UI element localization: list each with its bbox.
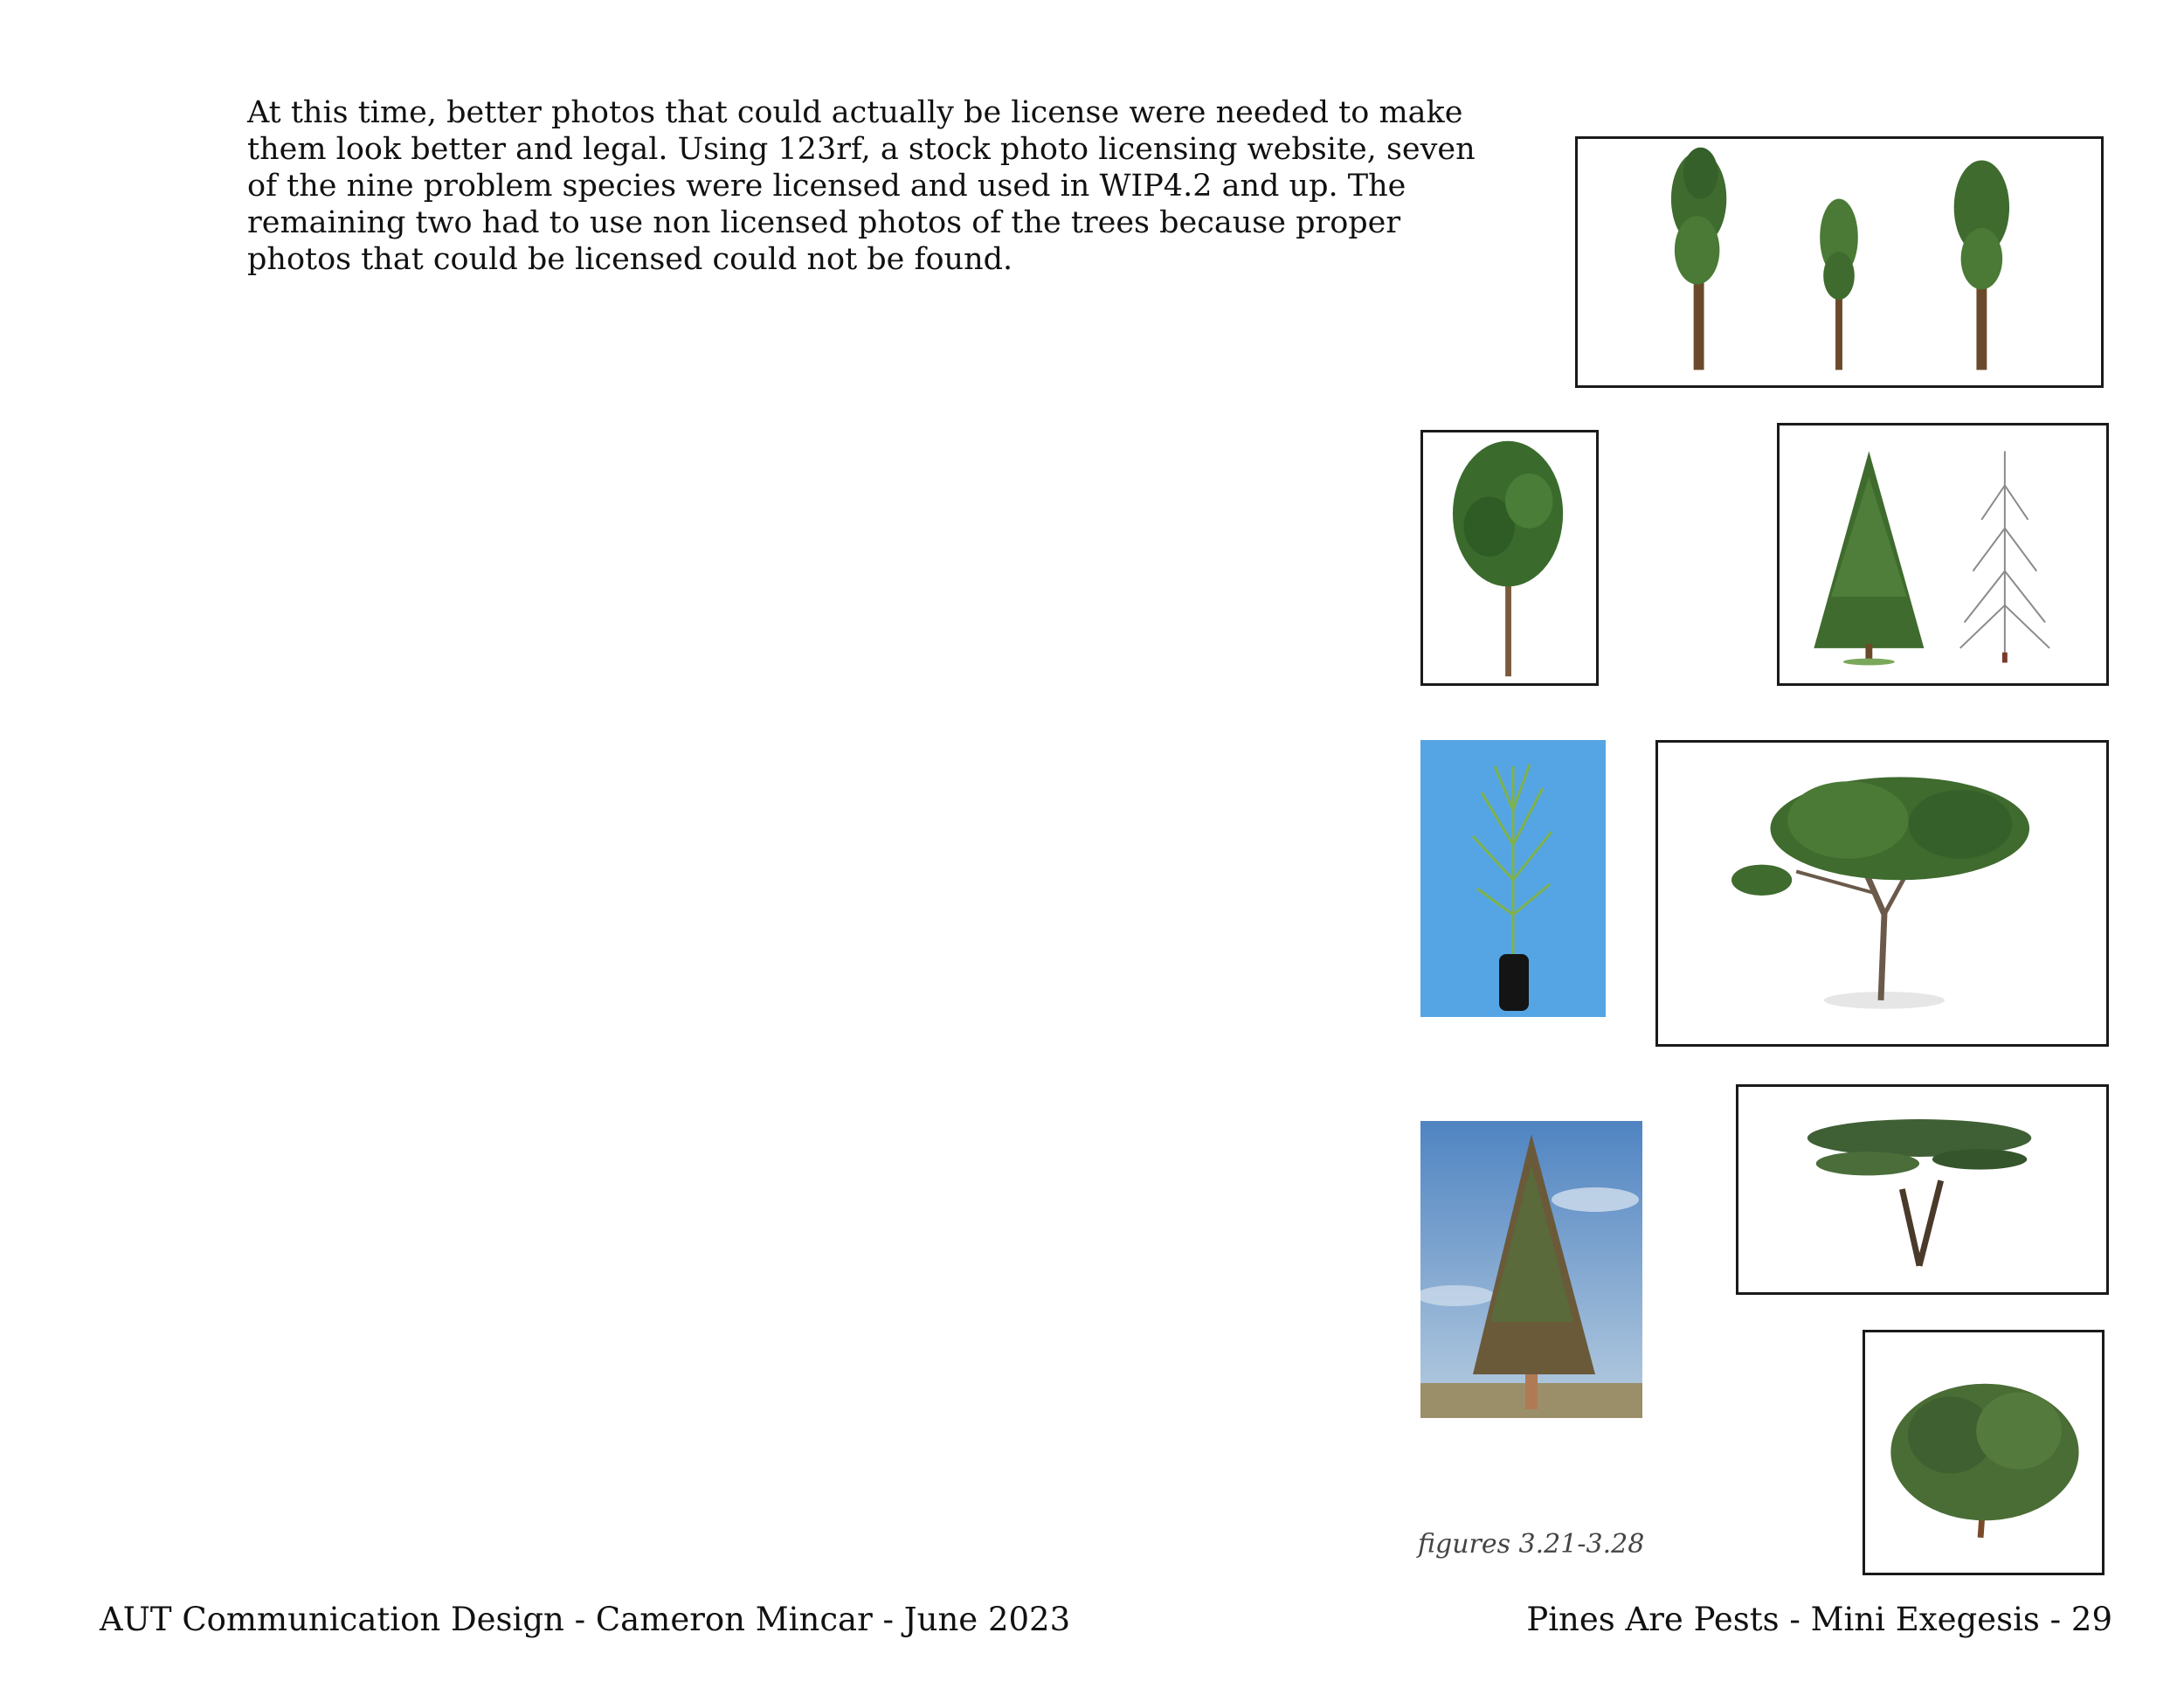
bare-fir: [1960, 451, 2049, 661]
figure-umbrella-stone-pine: [1655, 740, 2109, 1047]
figure-bushy-dwarf-pine: [1863, 1330, 2105, 1575]
figure-green-and-bare-fir-pair: [1777, 423, 2109, 686]
figure-seedling-in-tube: [1420, 740, 1606, 1017]
green-fir: [1814, 451, 1924, 665]
footer-right: Pines Are Pests - Mini Exegesis - 29: [1526, 1601, 2112, 1638]
figure-three-tall-pines: [1575, 136, 2104, 388]
figure-mature-pine-under-sky: [1420, 1121, 1642, 1418]
figure-single-young-pine: [1420, 430, 1599, 686]
tall-pine-middle: [1820, 199, 1858, 370]
tall-pine-left: [1671, 148, 1726, 370]
footer-left: AUT Communication Design - Cameron Mincar - June 2023: [100, 1601, 1071, 1638]
tall-pine-right: [1954, 160, 2009, 370]
body-paragraph: At this time, better photos that could actually be license were needed to make them look better and legal. Using 123rf, a stock photo licensing website, seven of the nine problem species were licensed and used in WIP4.2 and up. The remaining two had to use non licensed photos of the trees because proper photos that could be licensed could not be found.: [247, 95, 1476, 277]
figure-caption: figures 3.21-3.28: [1418, 1529, 1645, 1560]
figure-flat-top-windswept-pine: [1736, 1084, 2109, 1295]
